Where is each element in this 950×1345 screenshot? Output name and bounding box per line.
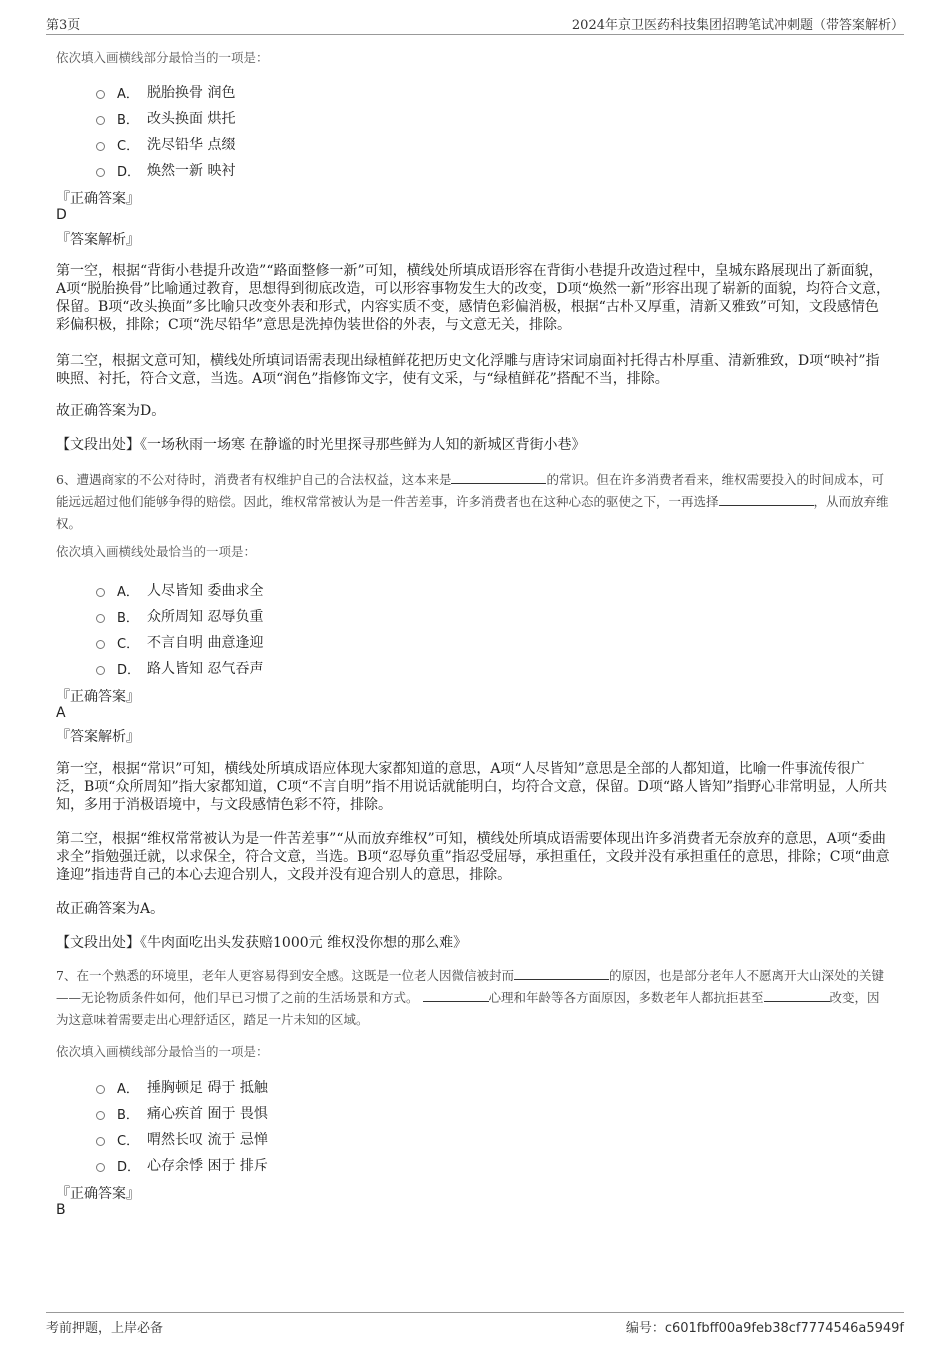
q5-source: 【文段出处】《一场秋雨一场寒 在静谧的时光里探寻那些鲜为人知的新城区背街小巷》: [56, 437, 586, 453]
q6-answer-label: 『正确答案』: [56, 689, 140, 705]
q5-option-d[interactable]: D． 焕然一新 映衬: [96, 160, 235, 180]
q6-option-a[interactable]: A． 人尽皆知 委曲求全: [96, 580, 263, 600]
q5-answer-label: 『正确答案』: [56, 191, 140, 207]
radio-icon[interactable]: [96, 1085, 105, 1094]
q5-analysis-label: 『答案解析』: [56, 232, 140, 248]
q7-prompt: 依次填入画横线部分最恰当的一项是：: [56, 1044, 269, 1059]
radio-icon[interactable]: [96, 142, 105, 151]
q5-prompt: 依次填入画横线部分最恰当的一项是：: [56, 50, 269, 65]
q6-source: 【文段出处】《牛肉面吃出头发获赔1000元 维权没你想的那么难》: [56, 935, 468, 951]
radio-icon[interactable]: [96, 1111, 105, 1120]
blank-line: [719, 493, 814, 506]
q5-analysis-1: 第一空，根据“背街小巷提升改造”“路面整修一新”可知，横线处所填成语形容在背街小巷提升改造过程中，皇城东路展现出了新面貌，A项“脱胎换骨”比喻通过教育，思想得到彻底改造，可以形容事物发生大的改变，D项“焕然一新”形容出现了崭新的面貌，均符合文意，保留。B项“改头换面”多比喻只改变外表和形式，内容实质不变，感情色彩偏消极，根据“古朴又厚重，清新又雅致”可知，文段感情色彩偏积极，排除；C项“洗尽铅华”意思是洗掉伪装世俗的外表，与文意无关，排除。: [56, 263, 890, 333]
radio-icon[interactable]: [96, 640, 105, 649]
blank-line: [451, 471, 546, 484]
q6-option-d[interactable]: D． 路人皆知 忍气吞声: [96, 658, 263, 678]
page-header: [46, 12, 904, 35]
q7-option-d[interactable]: D． 心存余悸 困于 排斥: [96, 1155, 268, 1175]
radio-icon[interactable]: [96, 1163, 105, 1172]
q7-option-b[interactable]: B． 痛心疾首 囿于 畏惧: [96, 1103, 268, 1123]
q6-option-b[interactable]: B． 众所周知 忍辱负重: [96, 606, 263, 626]
page-footer: [46, 1312, 904, 1337]
radio-icon[interactable]: [96, 168, 105, 177]
radio-icon[interactable]: [96, 588, 105, 597]
q7-answer: B: [56, 1202, 66, 1218]
q6-analysis-2: 第二空，根据“维权常常被认为是一件苦差事”“从而放弃维权”可知，横线处所填成语需要体现出许多消费者无奈放弃的意思，A项“委曲求全”指勉强迁就，以求保全，符合文意，当选。B项“忍辱负重”指忍受屈辱，承担重任，文段并没有承担重任的意思，排除；C项“曲意逢迎”指违背自己的本心去迎合别人，文段并没有迎合别人的意思，排除。: [56, 831, 890, 883]
q7-question: 7、在一个熟悉的环境里，老年人更容易得到安全感。这既是一位老人因微信被封而 的原因，也是部分老年人不愿离开大山深处的关键——无论物质条件如何，他们早已习惯了之前的生活场景和方式。 心理和年龄等各方面原因，多数老年人都抗拒甚至 改变，因为这意味着需要走出心理舒适区，踏足一片未知的区域。: [56, 968, 884, 1027]
q5-option-a[interactable]: A． 脱胎换骨 润色: [96, 82, 235, 102]
q5-analysis-2: 第二空，根据文意可知，横线处所填词语需表现出绿植鲜花把历史文化浮雕与唐诗宋词扇面衬托得古朴厚重、清新雅致，D项“映衬”指映照、衬托，符合文意，当选。A项“润色”指修饰文字，使有文采，与“绿植鲜花”搭配不当，排除。: [56, 353, 880, 387]
q6-option-c[interactable]: C． 不言自明 曲意逢迎: [96, 632, 263, 652]
q6-analysis-3: 故正确答案为A。: [56, 901, 165, 917]
q7-answer-label: 『正确答案』: [56, 1186, 140, 1202]
q6-analysis-label: 『答案解析』: [56, 729, 140, 745]
q7-option-a[interactable]: A． 捶胸顿足 碍于 抵触: [96, 1077, 268, 1097]
radio-icon[interactable]: [96, 614, 105, 623]
q7-option-c[interactable]: C． 喟然长叹 流于 忌惮: [96, 1129, 268, 1149]
radio-icon[interactable]: [96, 1137, 105, 1146]
blank-line: [764, 989, 830, 1002]
document-title: 2024年京卫医药科技集团招聘笔试冲刺题（带答案解析）: [571, 18, 904, 33]
q5-option-c[interactable]: C． 洗尽铅华 点缀: [96, 134, 235, 154]
blank-line: [423, 989, 489, 1002]
blank-line: [514, 967, 609, 980]
q6-prompt: 依次填入画横线处最恰当的一项是：: [56, 544, 257, 559]
q6-question: 6、遭遇商家的不公对待时，消费者有权维护自己的合法权益，这本来是 的常识。但在许多消费者看来，维权需要投入的时间成本，可能远远超过他们能够争得的赔偿。因此，维权常常被认为是一件苦差事，许多消费者也在这种心态的驱使之下，一再选择 ，从而放弃维权。: [56, 472, 889, 531]
q5-answer: D: [56, 207, 67, 223]
q6-analysis-1: 第一空，根据“常识”可知，横线处所填成语应体现大家都知道的意思，A项“人尽皆知”意思是全部的人都知道，比喻一件事流传很广泛，B项“众所周知”指大家都知道，C项“不言自明”指不用说话就能明白，均符合文意，保留。D项“路人皆知”指野心非常明显，人所共知，多用于消极语境中，与文段感情色彩不符，排除。: [56, 761, 888, 813]
footer-slogan: 考前押题，上岸必备: [46, 1321, 164, 1336]
q6-answer: A: [56, 705, 66, 721]
q5-option-b[interactable]: B． 改头换面 烘托: [96, 108, 235, 128]
page-number: 第3页: [46, 18, 81, 33]
radio-icon[interactable]: [96, 90, 105, 99]
radio-icon[interactable]: [96, 116, 105, 125]
radio-icon[interactable]: [96, 666, 105, 675]
footer-code: 编号：c601fbff00a9feb38cf7774546a5949f: [625, 1321, 904, 1336]
q5-analysis-3: 故正确答案为D。: [56, 403, 166, 419]
